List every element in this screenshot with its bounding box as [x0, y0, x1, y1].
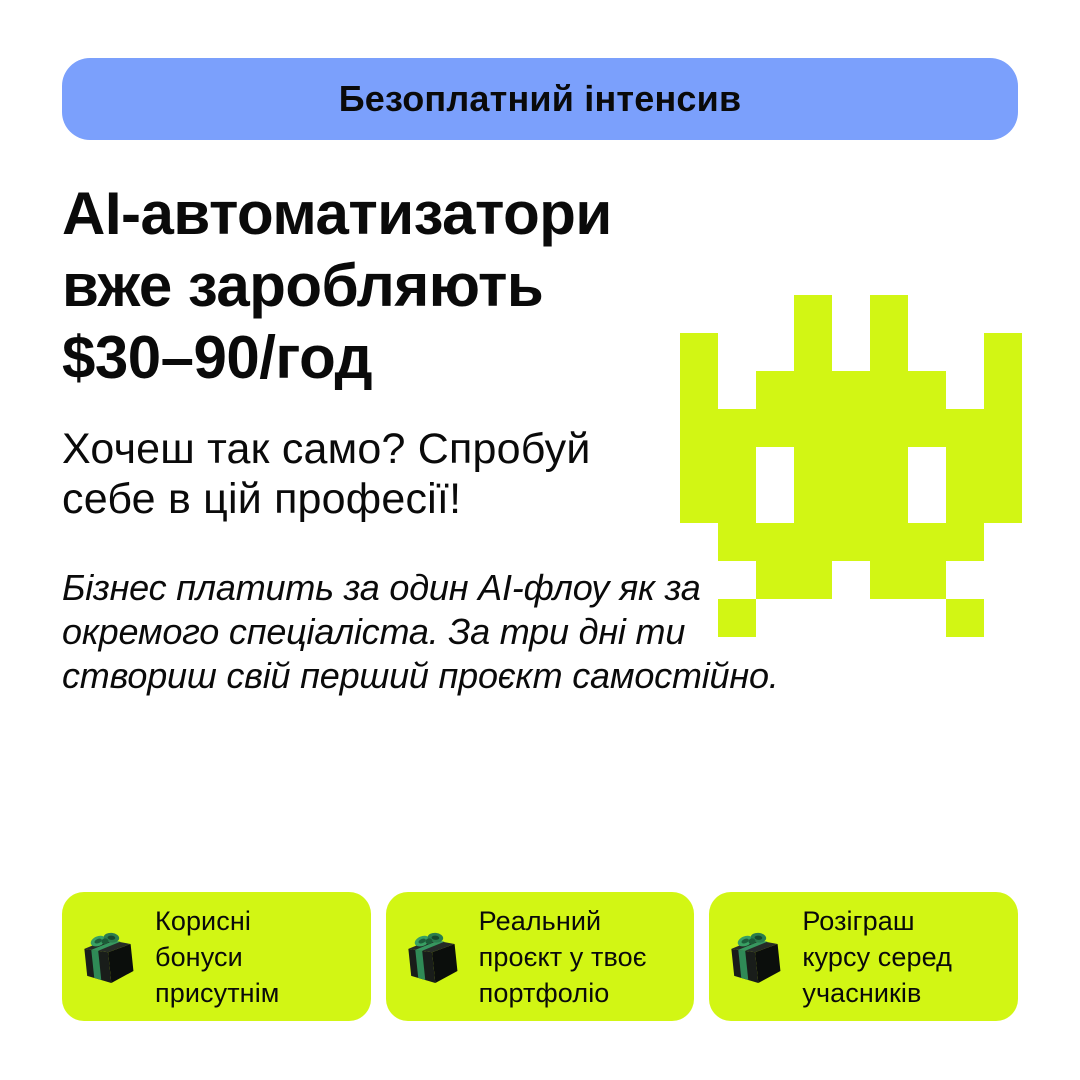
invader-cell: [756, 561, 794, 599]
invader-cell: [984, 409, 1022, 447]
invader-cell: [984, 371, 1022, 409]
invader-cell: [794, 447, 832, 485]
invader-cell: [680, 333, 718, 371]
invader-cell: [794, 485, 832, 523]
invader-cell: [870, 371, 908, 409]
badge-label: Безоплатний інтенсив: [338, 78, 742, 119]
invader-cell: [794, 409, 832, 447]
invader-cell: [832, 447, 870, 485]
invader-cell: [718, 561, 756, 599]
description: [62, 566, 779, 698]
invader-cell: [870, 523, 908, 561]
invader-cell: [984, 333, 1022, 371]
invader-cell: [946, 523, 984, 561]
invader-cell: [946, 409, 984, 447]
invader-cell: [832, 409, 870, 447]
card-text-line: бонуси: [155, 941, 243, 972]
invader-cell: [984, 295, 1022, 333]
invader-cell: [870, 295, 908, 333]
invader-cell: [832, 371, 870, 409]
invader-cell: [794, 295, 832, 333]
invader-cell: [946, 333, 984, 371]
description-line: Бізнес платить за один AI-флоу як за: [62, 567, 701, 608]
invader-cell: [680, 599, 718, 637]
subheadline-line: себе в цій професії!: [62, 475, 462, 523]
invader-cell: [718, 409, 756, 447]
invader-cell: [870, 409, 908, 447]
card-text-line: портфоліо: [478, 977, 610, 1008]
invader-cell: [718, 523, 756, 561]
invader-cell: [794, 599, 832, 637]
benefit-card-bonuses: [62, 892, 371, 1021]
invader-cell: [756, 523, 794, 561]
benefit-card-raffle: [709, 892, 1018, 1021]
invader-cell: [680, 371, 718, 409]
benefit-card-project: [386, 892, 695, 1021]
invader-cell: [756, 599, 794, 637]
card-text-line: Реальний: [478, 905, 602, 936]
invader-cell: [984, 485, 1022, 523]
invader-cell: [870, 333, 908, 371]
invader-cell: [832, 295, 870, 333]
invader-cell: [984, 599, 1022, 637]
invader-cell: [832, 523, 870, 561]
card-text-line: Розіграш: [802, 905, 915, 936]
invader-cell: [794, 561, 832, 599]
invader-cell: [756, 295, 794, 333]
card-text: [802, 903, 952, 1011]
headline-line: AI-автоматизатори: [62, 180, 612, 247]
invader-cell: [908, 409, 946, 447]
invader-cell: [718, 295, 756, 333]
invader-cell: [908, 447, 946, 485]
gift-box-icon: [78, 926, 140, 988]
invader-cell: [756, 447, 794, 485]
invader-cell: [946, 599, 984, 637]
invader-cell: [756, 485, 794, 523]
invader-cell: [794, 371, 832, 409]
invader-cell: [946, 295, 984, 333]
headline: [62, 178, 612, 394]
invader-cell: [756, 371, 794, 409]
invader-cell: [680, 409, 718, 447]
invader-cell: [946, 371, 984, 409]
invader-cell: [680, 447, 718, 485]
invader-cell: [718, 599, 756, 637]
subheadline-line: Хочеш так само? Спробуй: [62, 425, 591, 473]
invader-cell: [756, 333, 794, 371]
gift-box-icon: [725, 926, 787, 988]
invader-cell: [794, 523, 832, 561]
invader-cell: [984, 561, 1022, 599]
invader-cell: [832, 333, 870, 371]
invader-cell: [908, 333, 946, 371]
card-text-line: учасників: [802, 977, 922, 1008]
invader-cell: [870, 485, 908, 523]
gift-box-icon: [402, 926, 464, 988]
description-line: окремого спеціаліста. За три дні ти: [62, 611, 686, 652]
invader-cell: [718, 333, 756, 371]
invader-cell: [984, 447, 1022, 485]
benefit-cards: [62, 892, 1018, 1021]
invader-cell: [946, 561, 984, 599]
card-text-line: курсу серед: [802, 941, 952, 972]
invader-cell: [718, 371, 756, 409]
card-text: [479, 903, 647, 1011]
invader-cell: [718, 485, 756, 523]
subheadline: [62, 424, 591, 524]
invader-cell: [832, 599, 870, 637]
invader-cell: [908, 523, 946, 561]
space-invader-graphic: [680, 295, 1022, 637]
invader-cell: [870, 599, 908, 637]
invader-cell: [718, 447, 756, 485]
invader-cell: [832, 561, 870, 599]
invader-cell: [984, 523, 1022, 561]
headline-line: вже заробляють: [62, 252, 544, 319]
invader-cell: [680, 295, 718, 333]
card-text: [155, 903, 279, 1011]
invader-cell: [946, 447, 984, 485]
invader-cell: [680, 485, 718, 523]
invader-cell: [908, 561, 946, 599]
invader-cell: [908, 295, 946, 333]
invader-cell: [680, 561, 718, 599]
card-text-line: присутнім: [155, 977, 280, 1008]
invader-cell: [832, 485, 870, 523]
invader-cell: [680, 523, 718, 561]
description-line: створиш свій перший проєкт самостійно.: [62, 655, 779, 696]
card-text-line: проєкт у твоє: [478, 941, 647, 972]
invader-cell: [794, 333, 832, 371]
invader-cell: [870, 561, 908, 599]
invader-cell: [946, 485, 984, 523]
invader-cell: [756, 409, 794, 447]
invader-cell: [908, 485, 946, 523]
card-text-line: Корисні: [155, 905, 251, 936]
invader-cell: [870, 447, 908, 485]
headline-line: $30–90/год: [62, 324, 373, 391]
invader-cell: [908, 599, 946, 637]
invader-cell: [908, 371, 946, 409]
free-intensive-badge: [62, 58, 1018, 140]
